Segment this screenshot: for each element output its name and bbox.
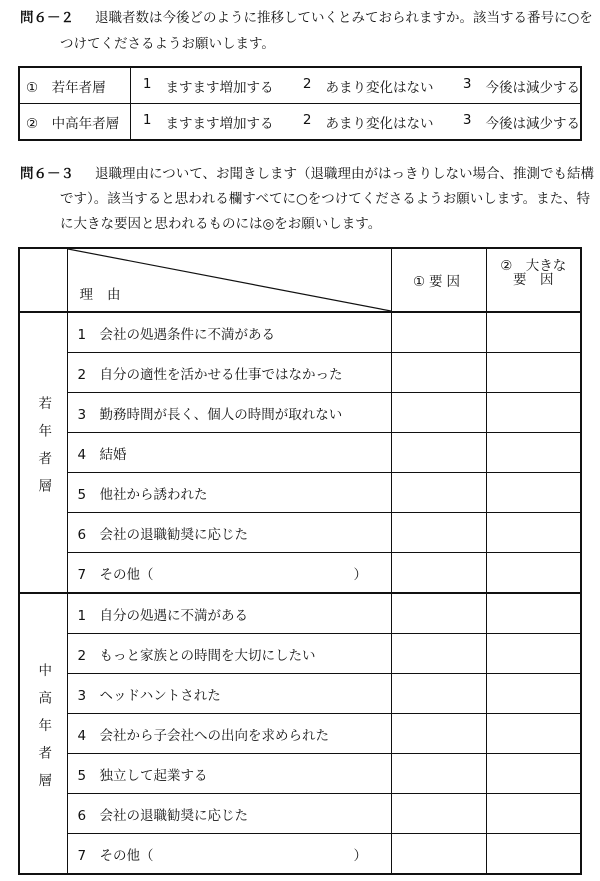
table-row xyxy=(19,393,581,433)
reason-cell: 4 会社から子会社への出向を求められた xyxy=(67,714,391,754)
factor-checkbox[interactable] xyxy=(391,513,486,553)
reason-cell: 1 会社の処遇条件に不満がある xyxy=(67,312,391,353)
reason-cell-other[interactable]: 7 その他（ ） xyxy=(67,553,391,594)
reason-cell: 6 会社の退職勧奨に応じた xyxy=(67,513,391,553)
header-empty-cell xyxy=(19,248,67,312)
table-row xyxy=(19,353,581,393)
table-row xyxy=(19,312,581,353)
table-row xyxy=(19,834,581,875)
reason-cell: 5 独立して起業する xyxy=(67,754,391,794)
table-header-row xyxy=(19,248,581,312)
q6-2-heading xyxy=(20,6,593,58)
factor-checkbox[interactable] xyxy=(391,794,486,834)
q6-2-young-option-1[interactable]: 1 ますます増加する xyxy=(142,75,274,96)
q6-2-young-option-3[interactable]: 3 今後は減少する xyxy=(462,75,580,96)
major-factor-checkbox[interactable] xyxy=(486,353,581,393)
reason-cell: 1 自分の処遇に不満がある xyxy=(67,593,391,634)
major-factor-checkbox[interactable] xyxy=(486,834,581,875)
table-row xyxy=(19,674,581,714)
header-reason-label: 理由 xyxy=(79,287,135,303)
q6-2-text-line1: 退職者数は今後どのように推移していくとみておられますか。該当する番号に○を xyxy=(95,10,593,26)
table-row xyxy=(19,714,581,754)
table-row xyxy=(19,634,581,674)
table-row xyxy=(19,593,581,634)
header-major-factor-line1: ② 大きな xyxy=(500,258,567,274)
q6-2-row-young xyxy=(19,67,581,104)
q6-2-number: 問６－２ xyxy=(20,10,74,26)
reason-cell: 3 ヘッドハントされた xyxy=(67,674,391,714)
factor-checkbox[interactable] xyxy=(391,473,486,513)
major-factor-checkbox[interactable] xyxy=(486,754,581,794)
major-factor-checkbox[interactable] xyxy=(486,473,581,513)
major-factor-checkbox[interactable] xyxy=(486,634,581,674)
factor-checkbox[interactable] xyxy=(391,433,486,473)
q6-2-middle-option-2[interactable]: 2 あまり変化はない xyxy=(302,111,434,132)
header-factor: ①要因 xyxy=(391,248,486,312)
table-row xyxy=(19,513,581,553)
q6-2-row-middle xyxy=(19,104,581,141)
reason-cell: 4 結婚 xyxy=(67,433,391,473)
reason-cell-other[interactable]: 7 その他（ ） xyxy=(67,834,391,875)
header-major-factor-line2: 要 因 xyxy=(513,272,554,288)
table-row xyxy=(19,433,581,473)
factor-checkbox[interactable] xyxy=(391,634,486,674)
factor-checkbox[interactable] xyxy=(391,353,486,393)
header-reason-cell xyxy=(67,248,391,312)
table-row xyxy=(19,794,581,834)
q6-2-young-option-2[interactable]: 2 あまり変化はない xyxy=(302,75,434,96)
reason-cell: 2 もっと家族との時間を大切にしたい xyxy=(67,634,391,674)
table-row xyxy=(19,754,581,794)
reason-cell: 6 会社の退職勧奨に応じた xyxy=(67,794,391,834)
factor-checkbox[interactable] xyxy=(391,714,486,754)
major-factor-checkbox[interactable] xyxy=(486,714,581,754)
reason-cell: 2 自分の適性を活かせる仕事ではなかった xyxy=(67,353,391,393)
table-row xyxy=(19,473,581,513)
major-factor-checkbox[interactable] xyxy=(486,794,581,834)
q6-3-text-line1: 退職理由について、お聞きします（退職理由がはっきりしない場合、推測でも結構 xyxy=(95,166,594,182)
header-major-factor xyxy=(486,248,581,312)
major-factor-checkbox[interactable] xyxy=(486,593,581,634)
major-factor-checkbox[interactable] xyxy=(486,393,581,433)
q6-2-table xyxy=(18,66,582,141)
q6-2-row-label: ① 若年者層 xyxy=(19,67,130,104)
factor-checkbox[interactable] xyxy=(391,312,486,353)
major-factor-checkbox[interactable] xyxy=(486,433,581,473)
q6-3-text-line2: です）。該当すると思われる欄すべてに○をつけてくださるようお願いします。また、特 xyxy=(60,191,591,207)
major-factor-checkbox[interactable] xyxy=(486,674,581,714)
factor-checkbox[interactable] xyxy=(391,754,486,794)
q6-3-heading xyxy=(20,162,594,242)
factor-checkbox[interactable] xyxy=(391,674,486,714)
q6-3-table xyxy=(18,247,582,875)
reason-cell: 3 勤務時間が長く、個人の時間が取れない xyxy=(67,393,391,433)
group-label-middle: 中高年者層 xyxy=(19,593,67,874)
major-factor-checkbox[interactable] xyxy=(486,553,581,594)
factor-checkbox[interactable] xyxy=(391,553,486,594)
q6-2-row-label: ② 中高年者層 xyxy=(19,104,130,141)
q6-3-number: 問６－３ xyxy=(20,166,74,182)
q6-2-text-line2: つけてくださるようお願いします。 xyxy=(60,36,275,52)
q6-2-middle-option-3[interactable]: 3 今後は減少する xyxy=(462,111,580,132)
table-row xyxy=(19,553,581,594)
factor-checkbox[interactable] xyxy=(391,593,486,634)
reason-cell: 5 他社から誘われた xyxy=(67,473,391,513)
factor-checkbox[interactable] xyxy=(391,393,486,433)
major-factor-checkbox[interactable] xyxy=(486,312,581,353)
major-factor-checkbox[interactable] xyxy=(486,513,581,553)
group-label-young: 若年者層 xyxy=(19,312,67,593)
q6-2-middle-option-1[interactable]: 1 ますます増加する xyxy=(142,111,274,132)
factor-checkbox[interactable] xyxy=(391,834,486,875)
q6-3-text-line3: に大きな要因と思われるものには◎をお願いします。 xyxy=(60,216,382,232)
